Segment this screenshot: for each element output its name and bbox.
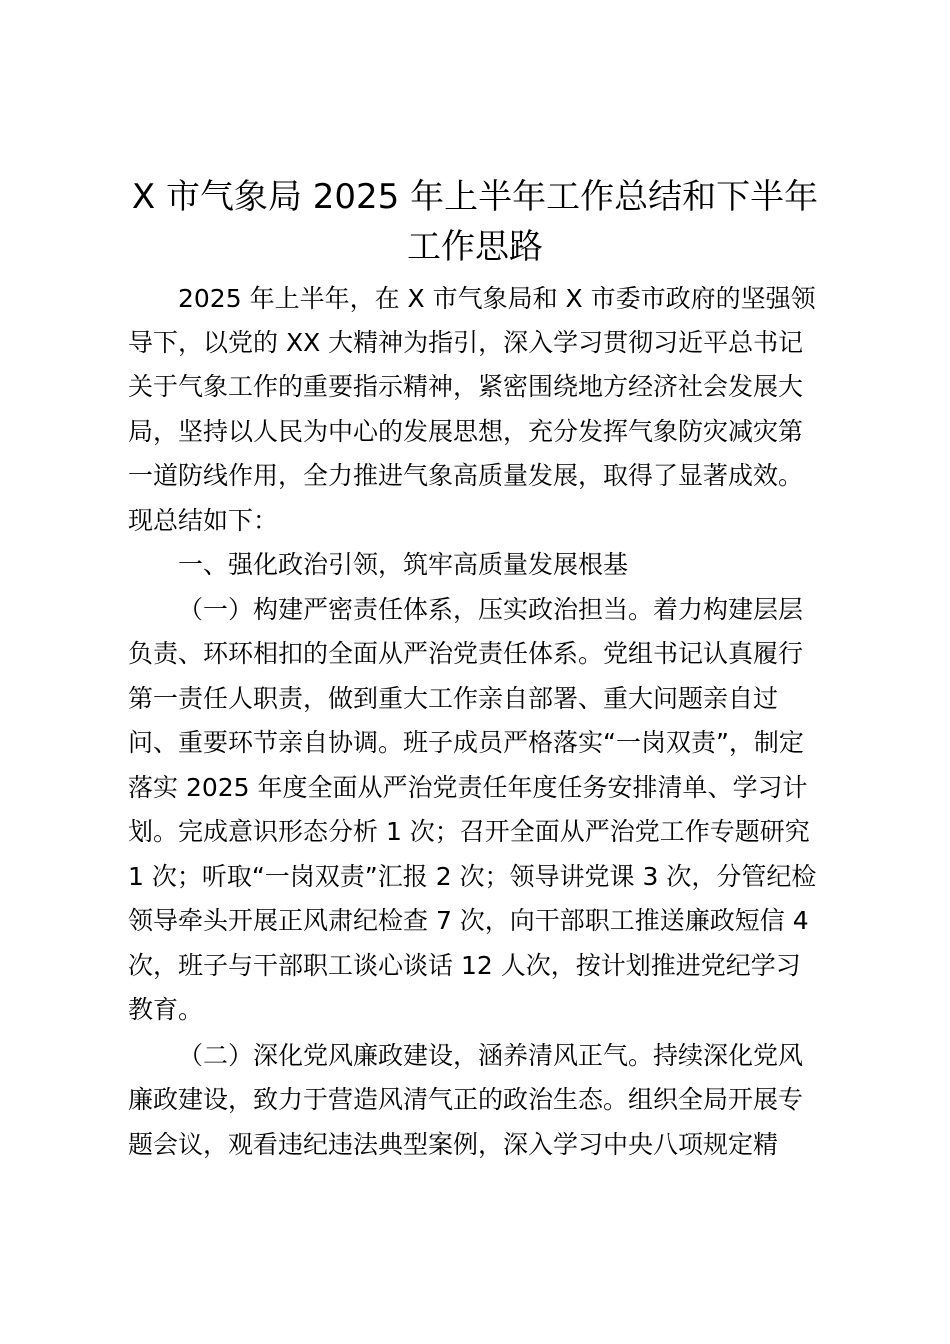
body-line: （一）构建严密责任体系，压实政治担当。着力构建层层 bbox=[178, 595, 804, 624]
body-line: 教育。 bbox=[128, 995, 204, 1024]
body-line: 局，坚持以人民为中心的发展思想，充分发挥气象防灾减灾第 bbox=[128, 417, 804, 446]
body-line: 一道防线作用，全力推进气象高质量发展，取得了显著成效。 bbox=[128, 461, 804, 490]
body-line: 导下，以党的 XX 大精神为指引，深入学习贯彻习近平总书记 bbox=[128, 328, 804, 357]
document-title-line-2: 工作思路 bbox=[407, 227, 543, 267]
body-line: 现总结如下： bbox=[128, 506, 279, 535]
body-line: 划。完成意识形态分析 1 次；召开全面从严治党工作专题研究 bbox=[128, 817, 810, 846]
body-line: 负责、环环相扣的全面从严治党责任体系。党组书记认真履行 bbox=[128, 639, 804, 668]
body-line: 问、重要环节亲自协调。班子成员严格落实“一岗双责”，制定 bbox=[128, 728, 804, 757]
body-line: 次，班子与干部职工谈心谈话 12 人次，按计划推进党纪学习 bbox=[128, 951, 801, 980]
body-line: 关于气象工作的重要指示精神，紧密围绕地方经济社会发展大 bbox=[128, 372, 804, 401]
body-line: 2025 年上半年，在 X 市气象局和 X 市委市政府的坚强领 bbox=[178, 284, 816, 313]
section-heading: 一、强化政治引领，筑牢高质量发展根基 bbox=[178, 550, 629, 579]
body-line: 题会议，观看违纪违法典型案例，深入学习中央八项规定精 bbox=[128, 1130, 779, 1159]
body-line: 廉政建设，致力于营造风清气正的政治生态。组织全局开展专 bbox=[128, 1085, 804, 1114]
document-title-line-1: X 市气象局 2025 年上半年工作总结和下半年 bbox=[131, 177, 819, 217]
body-line: 领导牵头开展正风肃纪检查 7 次，向干部职工推送廉政短信 4 bbox=[128, 906, 809, 935]
body-line: （二）深化党风廉政建设，涵养清风正气。持续深化党风 bbox=[178, 1041, 804, 1070]
body-line: 1 次；听取“一岗双责”汇报 2 次；领导讲党课 3 次，分管纪检 bbox=[128, 862, 817, 891]
body-line: 第一责任人职责，做到重大工作亲自部署、重大问题亲自过 bbox=[128, 684, 779, 713]
body-line: 落实 2025 年度全面从严治党责任年度任务安排清单、学习计 bbox=[128, 773, 808, 802]
